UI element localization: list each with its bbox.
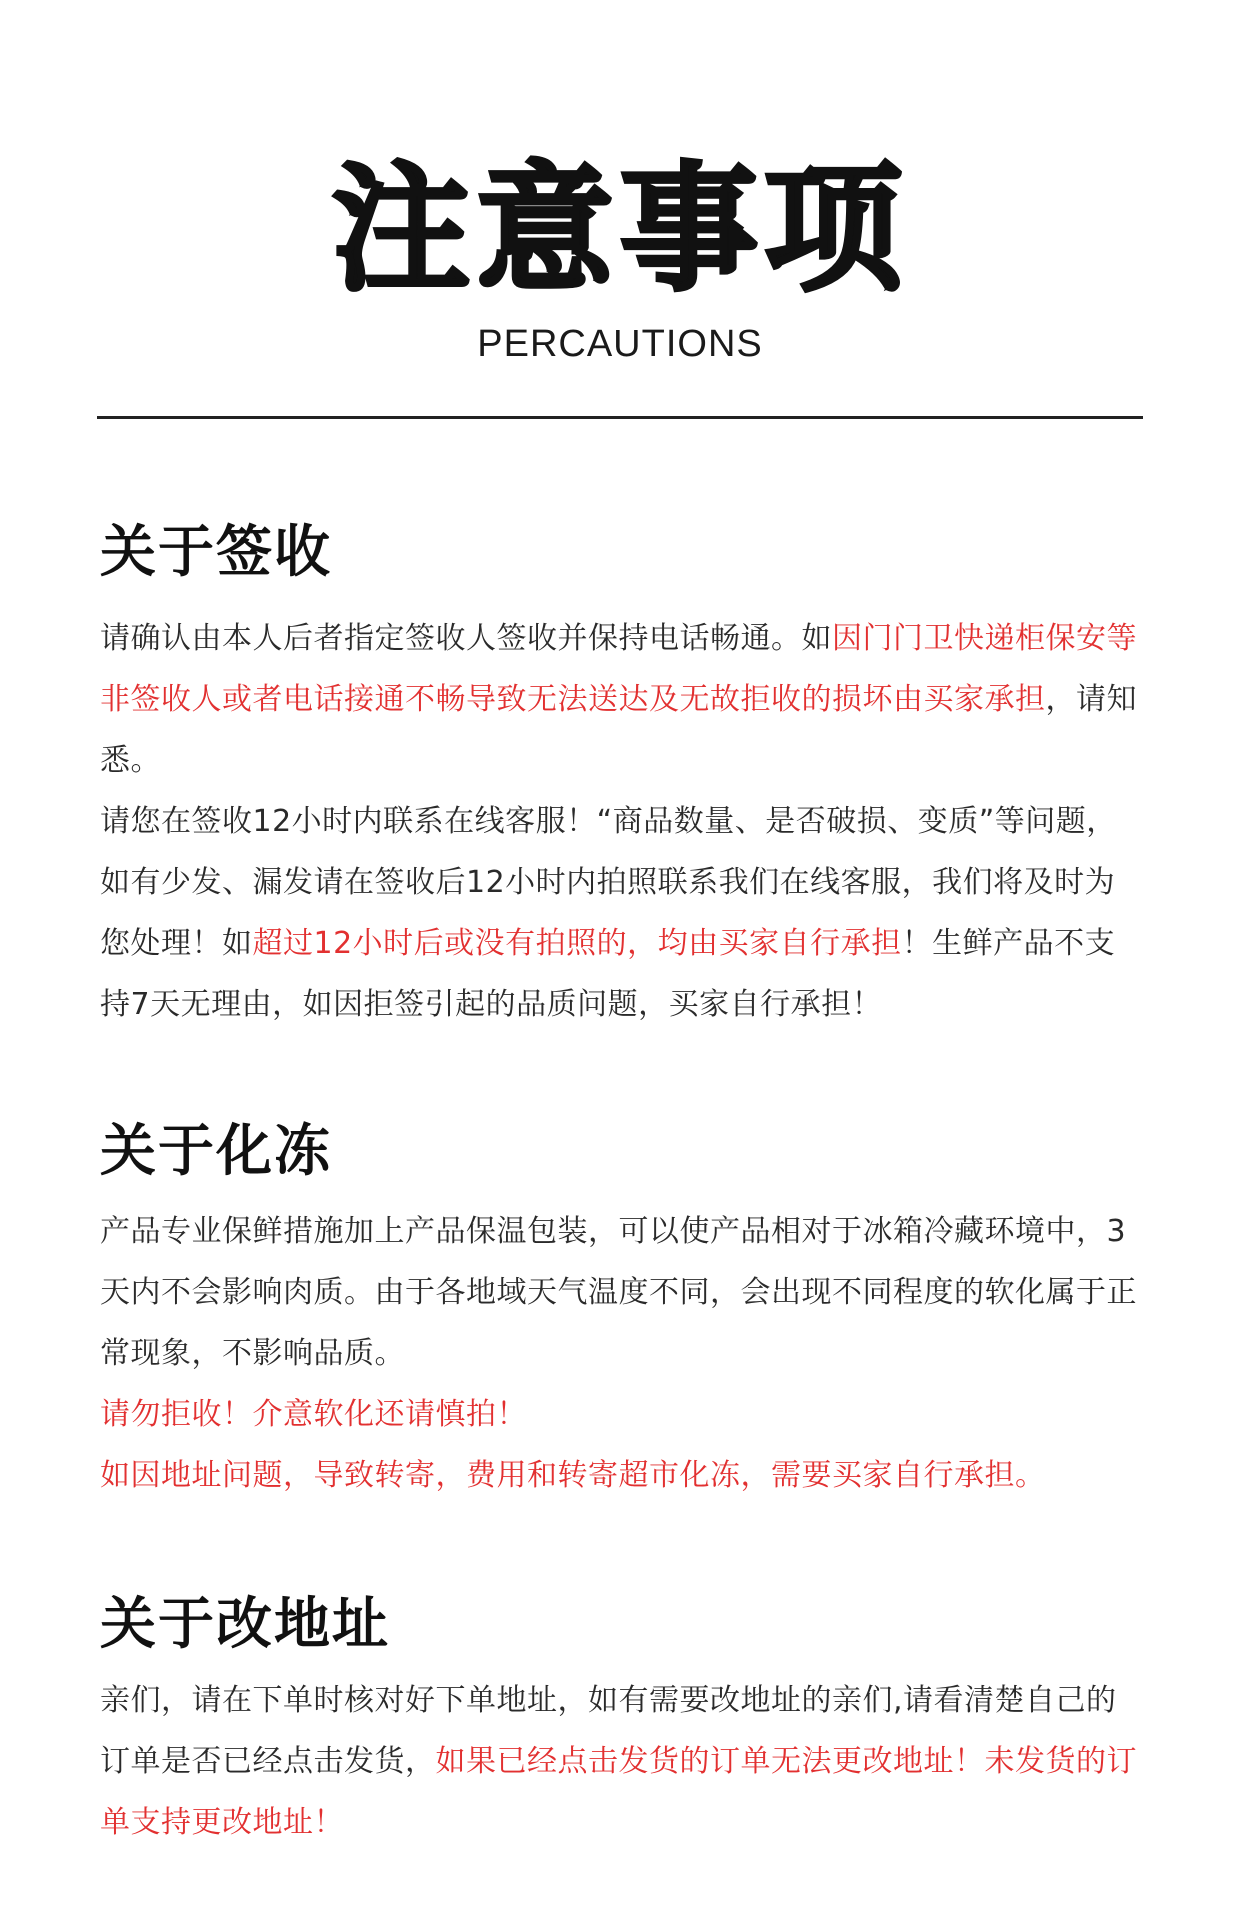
signing-p2-end: ！生鲜产品不支持7天无理由，如因拒签引起的品质问题，买家自行承担！ [100,926,1116,1022]
page-subtitle: PERCAUTIONS [477,323,763,365]
signing-p1-end: ，请知悉。 [100,682,1137,778]
section-heading-address: 关于改地址 [100,1592,390,1657]
signing-paragraph-2 [100,791,1145,1035]
section-address [100,1590,1145,1853]
signing-p2-warning: 超过12小时后或没有拍照的，均由买家自行承担 [252,926,902,961]
page-title: 注意事项 [331,149,908,310]
address-p1-warning: 如果已经点击发货的订单无法更改地址！未发货的订单支持更改地址！ [100,1744,1137,1840]
thawing-warning-2: 如因地址问题，导致转寄，费用和转寄超市化冻，需要买家自行承担。 [100,1458,1046,1493]
section-thawing [100,1117,1145,1506]
section-signing [100,518,1145,1035]
section-heading-thawing: 关于化冻 [100,1119,332,1184]
address-paragraph-1 [100,1670,1145,1853]
signing-p2-text: 请您在签收12小时内联系在线客服！“商品数量、是否破损、变质”等问题，如有少发、漏发请在签收后12小时内拍照联系我们在线客服，我们将及时为您处理！如 [100,804,1117,961]
signing-p1-warning: 因门门卫快递柜保安等非签收人或者电话接通不畅导致无法送达及无故拒收的损坏由买家承担 [100,621,1137,717]
section-heading-signing: 关于签收 [100,520,332,585]
signing-p1-text: 请确认由本人后者指定签收人签收并保持电话畅通。如 [100,621,832,656]
signing-paragraph-1 [100,608,1145,791]
thawing-warning-1: 请勿拒收！介意软化还请慎拍！ [100,1397,527,1432]
thawing-paragraph-1: 产品专业保鲜措施加上产品保温包装，可以使产品相对于冰箱冷藏环境中，3天内不会影响肉质。由于各地域天气温度不同，会出现不同程度的软化属于正常现象，不影响品质。 [100,1214,1137,1371]
title-divider [97,416,1143,419]
address-p1-text: 亲们，请在下单时核对好下单地址，如有需要改地址的亲们,请看清楚自己的订单是否已经点击发货， [100,1683,1117,1779]
